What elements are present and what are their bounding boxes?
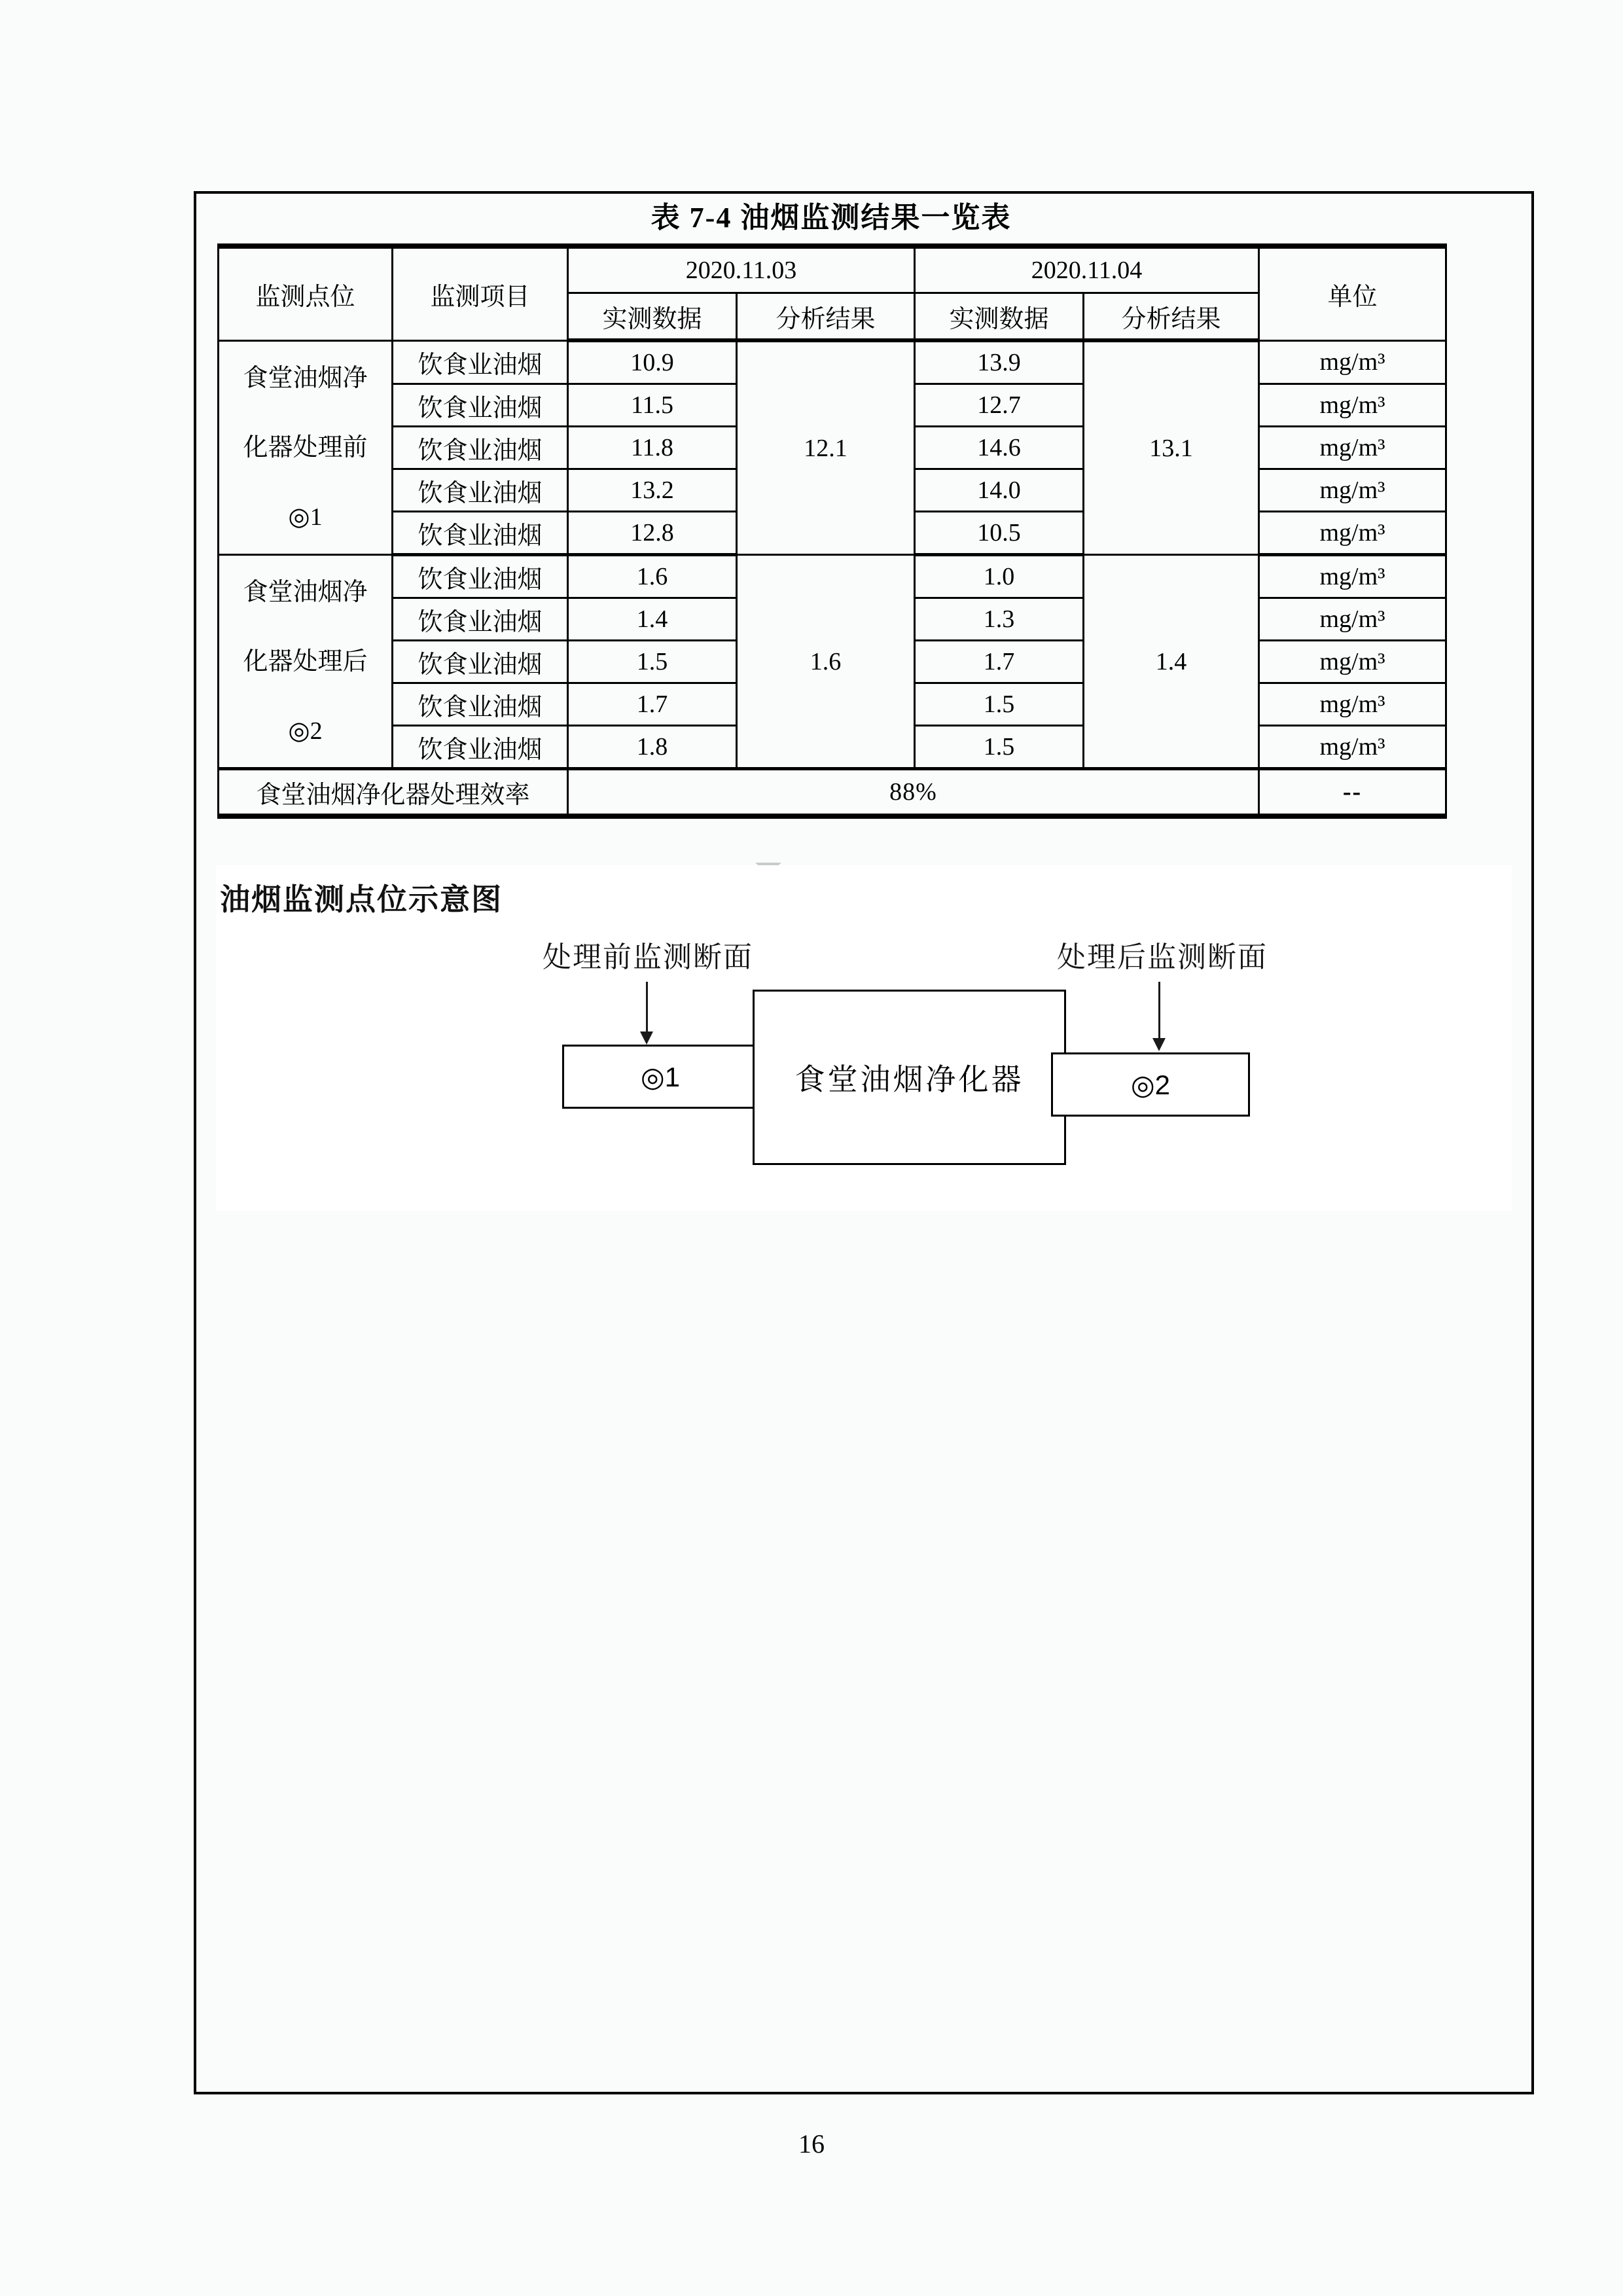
cell-analysis-day1-group2: 1.6 [737,555,915,769]
box-monitoring-point-1 [562,1045,758,1109]
box-monitoring-point-2 [1051,1052,1250,1117]
page-number: 16 [798,2129,825,2159]
point-line: 化器处理前 [243,433,368,461]
cell-efficiency-value: 88% [568,769,1259,817]
point-line: ◎1 [288,503,323,531]
header-row-dates [219,246,1446,293]
box-purifier [753,990,1066,1165]
header-date-1: 2020.11.03 [568,246,915,293]
cell-measured-day1: 13.2 [568,469,737,512]
arrow-down-icon [646,982,648,1033]
header-measured-day2: 实测数据 [915,293,1084,341]
cell-unit: mg/m³ [1259,641,1446,683]
point-line: 化器处理后 [243,647,368,675]
cell-measured-day2: 13.9 [915,340,1084,384]
header-analysis-day1: 分析结果 [737,293,915,341]
header-analysis-day2: 分析结果 [1084,293,1259,341]
point-1-label: ◎1 [640,1061,680,1092]
cell-point-group1 [219,340,393,555]
cell-measured-day2: 10.5 [915,512,1084,555]
cell-item: 饮食业油烟 [393,726,568,769]
cell-measured-day1: 1.6 [568,555,737,598]
point-line: 食堂油烟净 [243,364,368,392]
cell-item: 饮食业油烟 [393,384,568,427]
label-before-treatment: 处理前监测断面 [543,941,753,973]
header-monitoring-item: 监测项目 [393,246,568,340]
header-unit: 单位 [1259,246,1446,340]
cell-measured-day1: 1.8 [568,726,737,769]
cell-analysis-day2-group1: 13.1 [1084,340,1259,555]
cell-analysis-day2-group2: 1.4 [1084,555,1259,769]
cell-measured-day2: 1.0 [915,555,1084,598]
cell-item: 饮食业油烟 [393,427,568,469]
point-line: 食堂油烟净 [243,578,368,606]
cell-unit: mg/m³ [1259,726,1446,769]
point-line: ◎2 [288,717,323,745]
header-monitoring-point: 监测点位 [219,246,393,340]
cell-measured-day2: 1.7 [915,641,1084,683]
cell-analysis-day1-group1: 12.1 [737,340,915,555]
cell-measured-day1: 1.7 [568,683,737,726]
cell-measured-day2: 1.3 [915,598,1084,641]
monitoring-results-table [217,243,1447,819]
cell-measured-day1: 11.8 [568,427,737,469]
monitoring-points-diagram [216,865,1512,1211]
cell-efficiency-label: 食堂油烟净化器处理效率 [219,769,568,817]
arrow-down-icon [1158,982,1160,1039]
label-after-treatment: 处理后监测断面 [1057,941,1268,973]
cell-unit: mg/m³ [1259,555,1446,598]
purifier-label: 食堂油烟净化器 [794,1062,1024,1096]
cell-unit: mg/m³ [1259,427,1446,469]
diagram-caption: 油烟监测点位示意图 [220,882,503,916]
table-row [219,340,1446,384]
cell-unit: mg/m³ [1259,598,1446,641]
cell-item: 饮食业油烟 [393,512,568,555]
arrow-down-icon [1152,1038,1166,1051]
arrow-down-icon [640,1031,653,1045]
table-title: 表 7-4 油烟监测结果一览表 [651,202,1012,234]
header-date-2: 2020.11.04 [915,246,1259,293]
cell-efficiency-unit: -- [1259,769,1446,817]
cell-unit: mg/m³ [1259,340,1446,384]
cell-unit: mg/m³ [1259,469,1446,512]
cell-item: 饮食业油烟 [393,683,568,726]
cell-item: 饮食业油烟 [393,555,568,598]
point-2-label: ◎2 [1130,1069,1170,1100]
cell-measured-day1: 12.8 [568,512,737,555]
cell-measured-day2: 14.6 [915,427,1084,469]
cell-unit: mg/m³ [1259,683,1446,726]
cell-measured-day1: 1.5 [568,641,737,683]
cell-measured-day2: 1.5 [915,683,1084,726]
efficiency-row [219,769,1446,817]
cell-point-group2 [219,555,393,769]
header-measured-day1: 实测数据 [568,293,737,341]
cell-unit: mg/m³ [1259,512,1446,555]
cell-measured-day1: 11.5 [568,384,737,427]
cell-measured-day1: 10.9 [568,340,737,384]
cell-item: 饮食业油烟 [393,469,568,512]
cell-item: 饮食业油烟 [393,641,568,683]
cell-measured-day2: 14.0 [915,469,1084,512]
cell-measured-day1: 1.4 [568,598,737,641]
cell-item: 饮食业油烟 [393,340,568,384]
cell-unit: mg/m³ [1259,384,1446,427]
cell-item: 饮食业油烟 [393,598,568,641]
table-row [219,555,1446,598]
cell-measured-day2: 12.7 [915,384,1084,427]
cell-measured-day2: 1.5 [915,726,1084,769]
